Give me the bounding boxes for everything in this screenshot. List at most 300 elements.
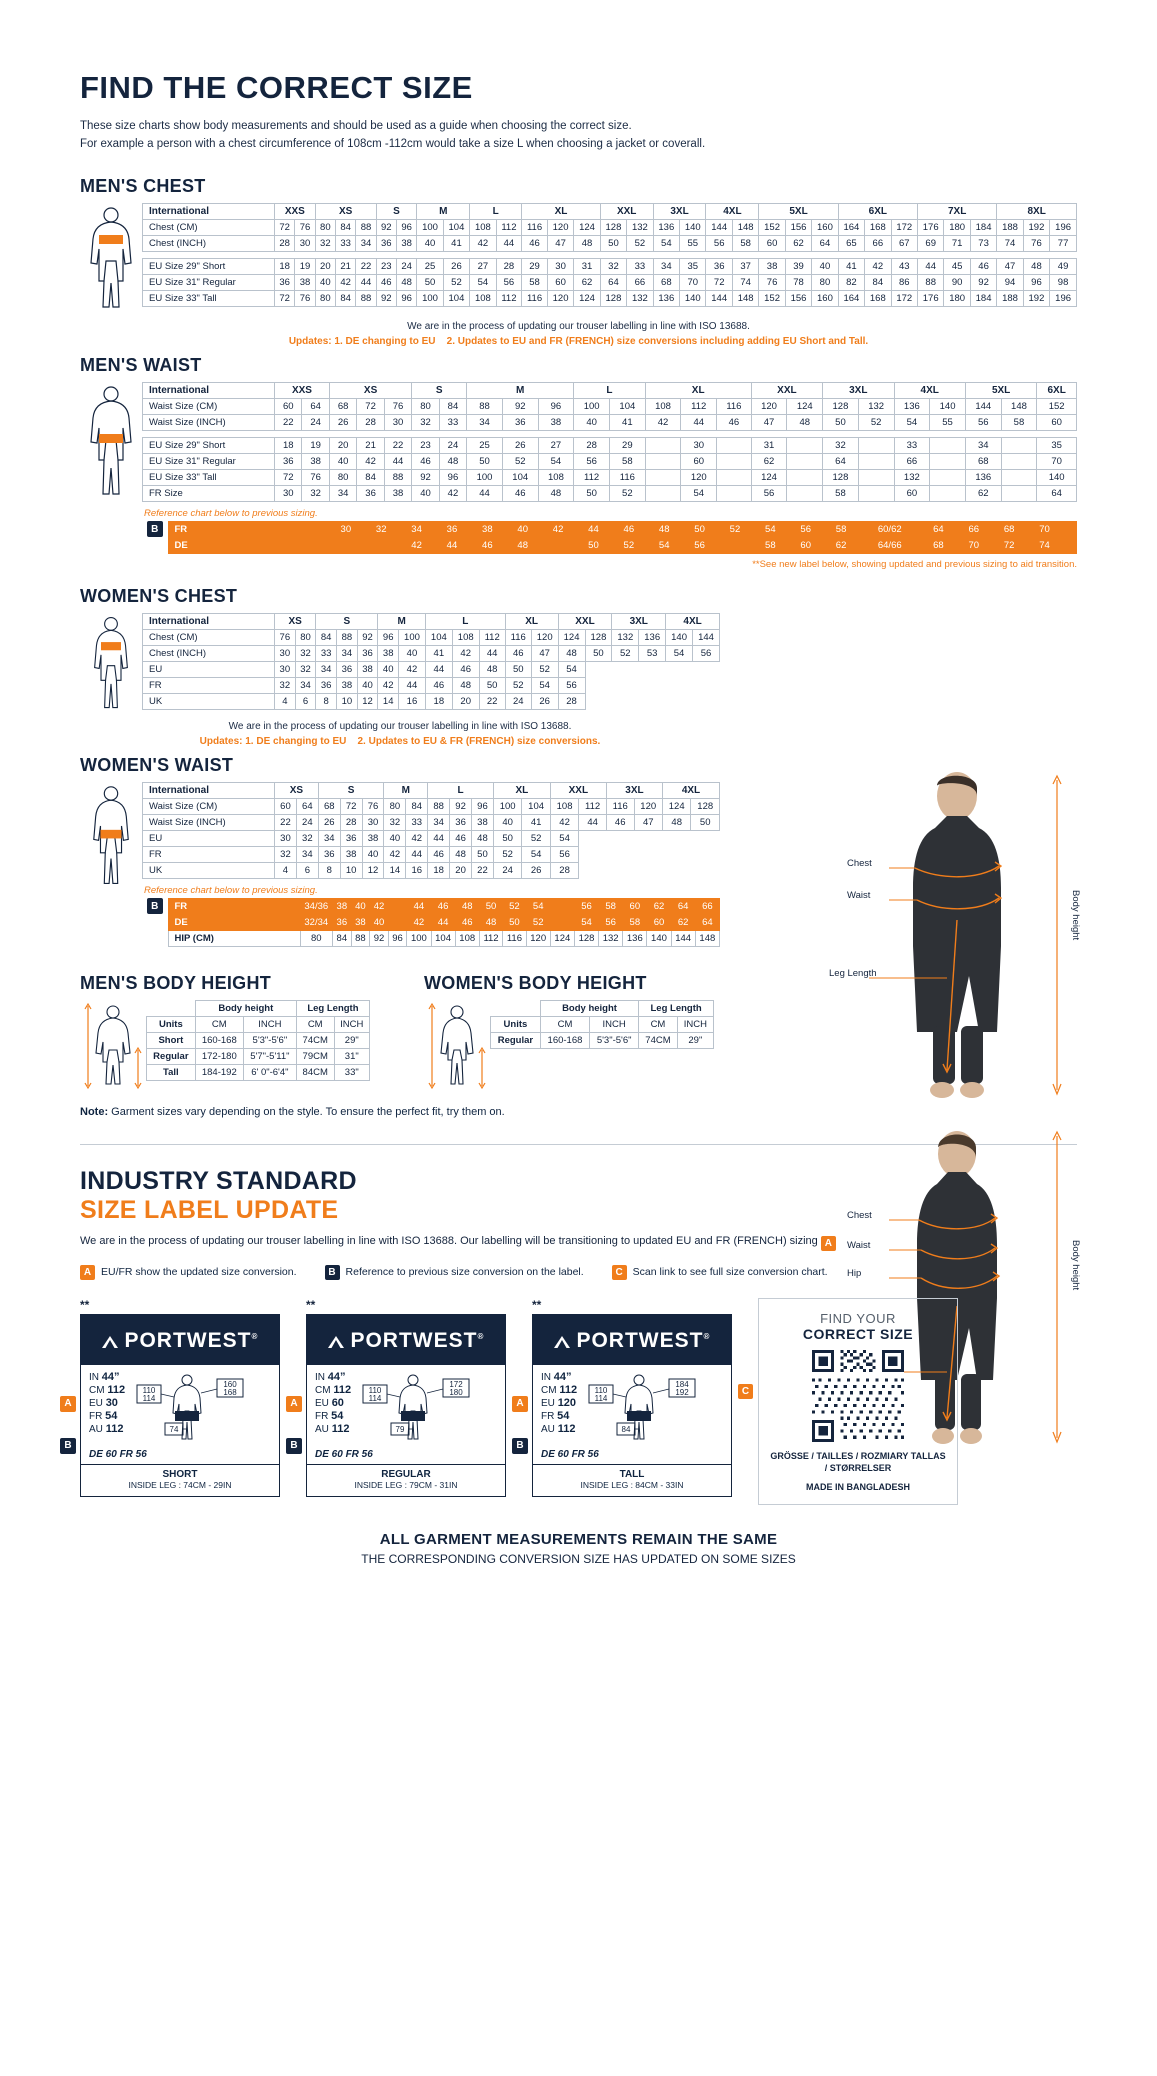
cell	[858, 437, 894, 453]
womens-chest-section	[80, 613, 720, 713]
cell	[787, 485, 823, 501]
cell: 92	[370, 930, 389, 946]
column-header-size: 4XL	[706, 203, 759, 219]
cell: 32	[412, 414, 439, 430]
cell: 48	[472, 830, 494, 846]
table-row	[142, 537, 1077, 553]
qr-card[interactable]	[758, 1298, 958, 1505]
spacer-row	[143, 430, 1077, 437]
table-row	[143, 814, 720, 830]
cell: 56	[574, 453, 610, 469]
label-inside-leg-2: INSIDE LEG : 79CM - 31IN	[354, 1479, 458, 1490]
column-header-size: 4XL	[666, 613, 720, 629]
column-header-size: 6XL	[838, 203, 917, 219]
units-label: Units	[147, 1016, 196, 1032]
svg-text:160: 160	[223, 1379, 237, 1389]
industry-title-line2: SIZE LABEL UPDATE	[80, 1195, 339, 1224]
cell: 112	[479, 629, 505, 645]
cell: 44	[406, 846, 428, 862]
cell: 58	[823, 485, 859, 501]
cell: 64/66	[859, 537, 921, 553]
row-label: EU Size 31" Regular	[143, 274, 275, 290]
cell: 30	[275, 661, 296, 677]
cell: 22	[384, 437, 411, 453]
spec-val-1-4: 112	[105, 1422, 124, 1435]
cell: 54	[653, 235, 679, 251]
cell: 60/62	[859, 521, 921, 537]
unit-cell: CM	[195, 1016, 243, 1032]
cell	[930, 469, 966, 485]
cell: 39	[785, 258, 811, 274]
cell: 144	[706, 219, 732, 235]
cell: 62	[574, 274, 600, 290]
cell: 60	[547, 274, 573, 290]
cell: 80	[329, 469, 356, 485]
cell: 148	[695, 930, 719, 946]
cell: 140	[930, 398, 966, 414]
cell: 52	[611, 537, 646, 553]
cell	[314, 521, 328, 537]
cell: 44	[425, 661, 452, 677]
cell: 29	[522, 258, 548, 274]
cell: 120	[681, 469, 717, 485]
cell: 34	[316, 661, 337, 677]
cell	[550, 898, 574, 914]
legend-text-c: Scan link to see full size conversion chart.	[632, 1266, 828, 1279]
column-header-size: XXL	[600, 203, 653, 219]
cell: 34/36	[300, 898, 333, 914]
cell: 128	[823, 398, 859, 414]
legend-badge-b-icon: B	[325, 1265, 340, 1280]
cell: 140	[1037, 469, 1077, 485]
cell: 36	[434, 521, 469, 537]
table-header-row	[491, 1000, 714, 1016]
table-row	[147, 1064, 370, 1080]
cell	[717, 537, 752, 553]
badge-a-icon: A	[821, 1236, 836, 1251]
cell: 36	[450, 814, 472, 830]
cell: 164	[838, 290, 864, 306]
spec-val-1-1: 112	[107, 1383, 126, 1396]
column-header-size: M	[417, 203, 470, 219]
cell: 56	[550, 846, 578, 862]
cell: 10	[340, 862, 362, 878]
cell: 84	[865, 274, 891, 290]
womens-waist-title: WOMEN'S WAIST	[80, 754, 234, 775]
cell: 33	[627, 258, 653, 274]
cell: 52	[627, 235, 653, 251]
spec-val-2-0: 44”	[327, 1370, 346, 1383]
cell: 18	[428, 862, 450, 878]
label-figure-2	[357, 1371, 497, 1443]
portwest-logo-icon-2	[328, 1329, 485, 1353]
cell: 56	[558, 677, 585, 693]
cell: 68	[991, 521, 1026, 537]
cell: 46	[455, 914, 479, 930]
table-row	[143, 437, 1077, 453]
row-label: Chest (CM)	[143, 629, 275, 645]
cell: 58	[732, 235, 758, 251]
cell: 62	[751, 453, 787, 469]
row-label: Waist Size (CM)	[143, 398, 275, 414]
cell: 112	[579, 798, 607, 814]
column-header-size: 3XL	[653, 203, 706, 219]
cell: 64	[812, 235, 838, 251]
table-row	[143, 414, 1077, 430]
cell: 132	[612, 629, 639, 645]
cell: 50	[479, 898, 502, 914]
column-header-size: XXS	[275, 203, 316, 219]
cell: 132	[858, 398, 894, 414]
column-header-size: 7XL	[917, 203, 996, 219]
column-header-size: S	[412, 382, 467, 398]
cell: 44	[399, 677, 426, 693]
label-brand-head-2	[307, 1315, 505, 1365]
male-leg-length-label: Leg Length	[829, 968, 877, 979]
cell: 30	[547, 258, 573, 274]
row-label: Waist Size (INCH)	[143, 414, 275, 430]
cell: 128	[600, 219, 626, 235]
qr-code-icon[interactable]	[769, 1350, 947, 1442]
cell: 168	[865, 219, 891, 235]
cell: 60	[788, 537, 823, 553]
empty-corner	[147, 1000, 196, 1016]
cell: 74CM	[639, 1032, 678, 1048]
mens-waist-updates	[80, 336, 1077, 347]
unit-cell: INCH	[677, 1016, 713, 1032]
group-header: Leg Length	[296, 1000, 369, 1016]
table-row	[142, 521, 1077, 537]
label-de-fr-2: DE 60 FR 56	[315, 1448, 373, 1460]
cell: 92	[970, 274, 996, 290]
cell: 69	[917, 235, 943, 251]
cell: 140	[680, 290, 706, 306]
cell: 18	[275, 258, 295, 274]
cell: 92	[376, 290, 396, 306]
cell: 12	[357, 693, 378, 709]
cell: 6	[296, 862, 318, 878]
spec-val-1-3: 54	[105, 1409, 118, 1422]
cell: 54	[666, 645, 693, 661]
badge-b-icon: B	[147, 521, 163, 537]
qr-line-4: MADE IN BANGLADESH	[805, 1481, 910, 1492]
cell: 152	[759, 290, 785, 306]
cell: 42	[406, 830, 428, 846]
svg-text:110: 110	[594, 1385, 608, 1395]
cell: 72	[275, 469, 302, 485]
cell: 68	[318, 798, 340, 814]
cell: 160-168	[195, 1032, 243, 1048]
cell: 76	[1023, 235, 1049, 251]
cell: 38	[351, 914, 370, 930]
legend-item-a	[80, 1265, 297, 1280]
cell: 88	[384, 469, 411, 485]
cell: 50	[574, 485, 610, 501]
cell: 52	[502, 453, 538, 469]
cell: 128	[574, 930, 598, 946]
cell: 18	[275, 437, 302, 453]
cell: 160	[812, 219, 838, 235]
cell: 24	[396, 258, 416, 274]
cell: 45	[944, 258, 970, 274]
cell: 104	[431, 930, 455, 946]
cell: 46	[505, 645, 531, 661]
cell: 140	[680, 219, 706, 235]
cell: 40	[370, 914, 389, 930]
cell: 40	[362, 846, 384, 862]
cell: 62	[823, 537, 858, 553]
cell: 104	[609, 398, 645, 414]
cell: 38	[295, 274, 315, 290]
cell: 148	[732, 219, 758, 235]
cell: 38	[362, 830, 384, 846]
column-header-international: International	[143, 382, 275, 398]
cell: 64	[695, 914, 719, 930]
cell: 66	[695, 898, 719, 914]
label-stars-3: **	[532, 1297, 542, 1312]
cell: 48	[558, 645, 585, 661]
row-label: EU Size 33" Tall	[143, 290, 275, 306]
cell: 27	[538, 437, 574, 453]
cell: 96	[538, 398, 574, 414]
table-row	[143, 469, 1077, 485]
row-label: Regular	[491, 1032, 541, 1048]
cell: 92	[357, 629, 378, 645]
womens-waist-updates	[80, 736, 720, 747]
cell: 54	[681, 485, 717, 501]
cell	[388, 898, 407, 914]
svg-text:192: 192	[675, 1387, 689, 1397]
cell	[645, 453, 681, 469]
units-row	[147, 1016, 370, 1032]
female-waist-figure	[80, 782, 142, 892]
spec-val-2-2: 60	[331, 1396, 344, 1409]
label-card-tall	[516, 1297, 732, 1497]
female-height-figure	[424, 1000, 490, 1090]
cell: 78	[785, 274, 811, 290]
cell: 32	[823, 437, 859, 453]
cell: 34	[428, 814, 450, 830]
cell: 54	[574, 914, 598, 930]
table-row	[143, 398, 1077, 414]
cell: 34	[318, 830, 340, 846]
cell: 88	[917, 274, 943, 290]
mens-waist-title: MEN'S WAIST	[80, 354, 202, 375]
cell: 24	[493, 862, 521, 878]
cell: 47	[751, 414, 787, 430]
updates-label: Updates:	[288, 335, 332, 347]
row-label: Chest (INCH)	[143, 235, 275, 251]
cell: 67	[891, 235, 917, 251]
cell: 70	[956, 537, 991, 553]
cell: 96	[1023, 274, 1049, 290]
cell	[1001, 437, 1037, 453]
cell: 33	[335, 235, 355, 251]
cell: 56	[496, 274, 522, 290]
cell: 66	[956, 521, 991, 537]
unit-cell: INCH	[590, 1016, 639, 1032]
table-row	[147, 1032, 370, 1048]
cell: 104	[443, 219, 469, 235]
cell: 32	[275, 846, 297, 862]
cell: 48	[455, 898, 479, 914]
cell: 64	[823, 453, 859, 469]
cell: 5'3"-5'6"	[590, 1032, 639, 1048]
row-label: Waist Size (INCH)	[143, 814, 275, 830]
portwest-logo-icon	[102, 1329, 259, 1353]
spec-key-1-0: IN	[89, 1371, 99, 1383]
cell: 34	[467, 414, 503, 430]
cell: 5'7"-5'11"	[243, 1048, 296, 1064]
cell: 120	[531, 629, 558, 645]
cell: 108	[470, 219, 496, 235]
table-row	[143, 235, 1077, 251]
spacer-row	[143, 251, 1077, 258]
cell: 116	[522, 290, 548, 306]
column-header-international: International	[143, 203, 275, 219]
cell: 64	[296, 798, 318, 814]
label-examples	[64, 1297, 1077, 1505]
table-row	[143, 798, 720, 814]
label-de-fr-1: DE 60 FR 56	[89, 1448, 147, 1460]
empty-corner	[491, 1000, 541, 1016]
cell: 40	[505, 521, 540, 537]
intro-text	[80, 118, 1077, 154]
cell	[1001, 453, 1037, 469]
female-chest-figure	[80, 613, 142, 713]
column-header-size: XXL	[751, 382, 822, 398]
spec-key-1-3: FR	[89, 1410, 103, 1422]
cell	[930, 453, 966, 469]
label-figure-3	[583, 1371, 723, 1443]
row-label: FR	[143, 677, 275, 693]
row-label: Regular	[147, 1048, 196, 1064]
page-title: FIND THE CORRECT SIZE	[80, 70, 473, 105]
table-row	[143, 219, 1077, 235]
cell: 132	[627, 290, 653, 306]
qr-line-3: GRÖSSE / TAILLES / ROZMIARY TALLAS / STØRRELSER	[770, 1450, 946, 1473]
cell: 50	[493, 830, 521, 846]
cell: 42	[370, 898, 389, 914]
cell: 96	[439, 469, 466, 485]
mens-waist-note: We are in the process of updating our trouser labelling in line with ISO 13688.	[407, 320, 750, 332]
cell: 124	[787, 398, 823, 414]
table-row	[142, 930, 720, 946]
cell: 32	[275, 677, 296, 693]
cell: 44	[356, 274, 376, 290]
cell: 36	[337, 661, 358, 677]
column-header-size: XS	[329, 382, 411, 398]
column-header-size: S	[376, 203, 417, 219]
cell: 33	[894, 437, 930, 453]
cell: 38	[472, 814, 494, 830]
spec-key-2-2: EU	[315, 1397, 329, 1409]
cell: 31	[574, 258, 600, 274]
cell: 132	[894, 469, 930, 485]
cell: 23	[412, 437, 439, 453]
cell: 77	[1050, 235, 1077, 251]
spec-key-3-2: EU	[541, 1397, 555, 1409]
male-model	[829, 770, 1079, 1110]
cell: 31"	[334, 1048, 369, 1064]
column-header-size: 8XL	[997, 203, 1077, 219]
column-header-size: XXS	[275, 382, 330, 398]
cell: 79CM	[296, 1048, 334, 1064]
cell: 70	[1037, 453, 1077, 469]
cell: 92	[502, 398, 538, 414]
cell: 52	[717, 521, 752, 537]
cell: 58	[623, 914, 647, 930]
cell: 46	[425, 677, 452, 693]
cell: 128	[691, 798, 720, 814]
cell: 22	[275, 814, 297, 830]
cell: 27	[470, 258, 496, 274]
column-header-size: M	[467, 382, 574, 398]
cell: 74	[997, 235, 1023, 251]
cell: 26	[502, 437, 538, 453]
cell: 88	[351, 930, 370, 946]
cell: 40	[351, 898, 370, 914]
cell: 84	[335, 290, 355, 306]
cell: 36	[333, 914, 352, 930]
cell: 124	[574, 219, 600, 235]
spec-key-1-2: EU	[89, 1397, 103, 1409]
column-header-size: XXL	[550, 782, 606, 798]
cell: 20	[329, 437, 356, 453]
cell: 46	[428, 846, 450, 862]
table-row	[143, 290, 1077, 306]
legend-text-b: Reference to previous size conversion on the label.	[345, 1266, 584, 1279]
cell: 140	[647, 930, 671, 946]
row-label: Chest (CM)	[143, 219, 275, 235]
spec-key-3-1: CM	[541, 1384, 557, 1396]
cell: 18	[425, 693, 452, 709]
cell: 46	[717, 414, 752, 430]
cell: 152	[759, 219, 785, 235]
cell: 100	[467, 469, 503, 485]
cell: 24	[439, 437, 466, 453]
cell: 42	[407, 914, 431, 930]
spec-key-3-0: IN	[541, 1371, 551, 1383]
cell: 52	[531, 661, 558, 677]
cell: 52	[612, 645, 639, 661]
cell: 36	[275, 453, 302, 469]
cell: 16	[406, 862, 428, 878]
mens-chest-table	[142, 203, 1077, 307]
spec-val-3-4: 112	[557, 1422, 576, 1435]
cell: 50	[691, 814, 720, 830]
column-header-size: XL	[645, 382, 751, 398]
column-header-size: XS	[275, 613, 316, 629]
spec-val-3-3: 54	[557, 1409, 570, 1422]
spec-val-1-2: 30	[105, 1396, 118, 1409]
spec-key-3-3: FR	[541, 1410, 555, 1422]
cell: 192	[1023, 290, 1049, 306]
cell: 40	[812, 258, 838, 274]
cell: 46	[450, 830, 472, 846]
cell: 136	[965, 469, 1001, 485]
column-header-size: 3XL	[606, 782, 662, 798]
cell: 58	[823, 521, 858, 537]
womens-waist-note: We are in the process of updating our trouser labelling in line with ISO 13688.	[228, 720, 572, 732]
spec-key-2-4: AU	[315, 1423, 329, 1435]
label-badge-b-2-icon: B	[286, 1438, 302, 1454]
column-header-size: M	[384, 782, 428, 798]
cell: 40	[574, 414, 610, 430]
cell: 84	[406, 798, 428, 814]
cell: 76	[759, 274, 785, 290]
cell: 144	[671, 930, 695, 946]
